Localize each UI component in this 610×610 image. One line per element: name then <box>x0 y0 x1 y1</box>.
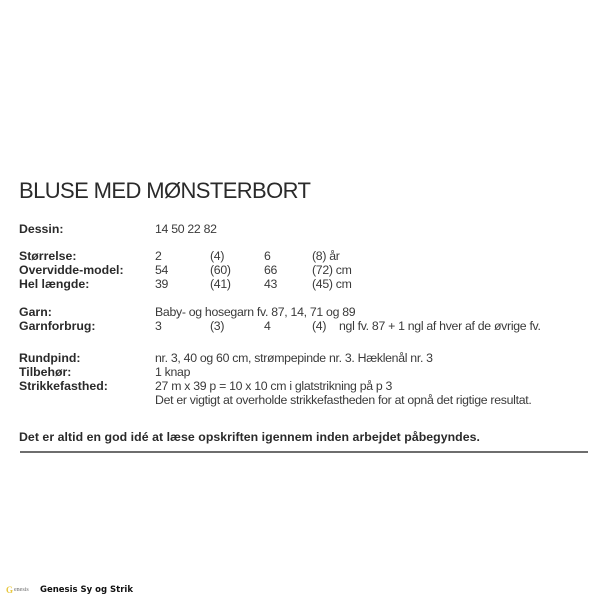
footer <box>6 583 133 597</box>
laengde-value: (45) cm <box>312 277 352 291</box>
size-label: Størrelse: <box>19 249 77 263</box>
size-value: (4) <box>210 249 225 263</box>
overvidde-value: 54 <box>155 263 169 277</box>
brand-name: Genesis Sy og Strik <box>40 585 133 595</box>
garn-label: Garn: <box>19 305 52 319</box>
garnforbrug-suffix: ngl fv. 87 + 1 ngl af hver af de øvrige fv. <box>339 319 541 333</box>
pattern-title: BLUSE MED MØNSTERBORT <box>19 178 311 203</box>
overvidde-value: (72) cm <box>312 263 352 277</box>
tilbehor-value: 1 knap <box>155 365 191 379</box>
rundpind-label: Rundpind: <box>19 351 81 365</box>
tilbehor-label: Tilbehør: <box>19 365 72 379</box>
dessin-value: 14 50 22 82 <box>155 222 217 236</box>
overvidde-value: 66 <box>264 263 278 277</box>
garnforbrug-label: Garnforbrug: <box>19 319 96 333</box>
overvidde-label: Overvidde-model: <box>19 263 124 277</box>
garnforbrug-value: (3) <box>210 319 225 333</box>
garnforbrug-value: 3 <box>155 319 162 333</box>
garnforbrug-value: 4 <box>264 319 271 333</box>
divider <box>20 451 588 453</box>
strikkefasthed-label: Strikkefasthed: <box>19 379 108 393</box>
garn-value: Baby- og hosegarn fv. 87, 14, 71 og 89 <box>155 305 356 319</box>
laengde-value: 43 <box>264 277 278 291</box>
laengde-label: Hel længde: <box>19 277 90 291</box>
size-value: 6 <box>264 249 271 263</box>
strikkefasthed-value: 27 m x 39 p = 10 x 10 cm i glatstrikning på p 3 <box>155 379 393 393</box>
overvidde-value: (60) <box>210 263 231 277</box>
genesis-logo-icon: G enesis <box>6 585 29 595</box>
laengde-value: (41) <box>210 277 231 291</box>
garnforbrug-value: (4) <box>312 319 327 333</box>
size-value: 2 <box>155 249 162 263</box>
strikkefasthed-note: Det er vigtigt at overholde strikkefastheden for at opnå det rigtige resultat. <box>155 393 532 407</box>
size-value: (8) år <box>312 249 340 263</box>
laengde-value: 39 <box>155 277 169 291</box>
rundpind-value: nr. 3, 40 og 60 cm, strømpepinde nr. 3. Hæklenål nr. 3 <box>155 351 433 365</box>
dessin-label: Dessin: <box>19 222 64 236</box>
advice-note: Det er altid en god idé at læse opskriften igennem inden arbejdet påbegyndes. <box>19 430 480 444</box>
